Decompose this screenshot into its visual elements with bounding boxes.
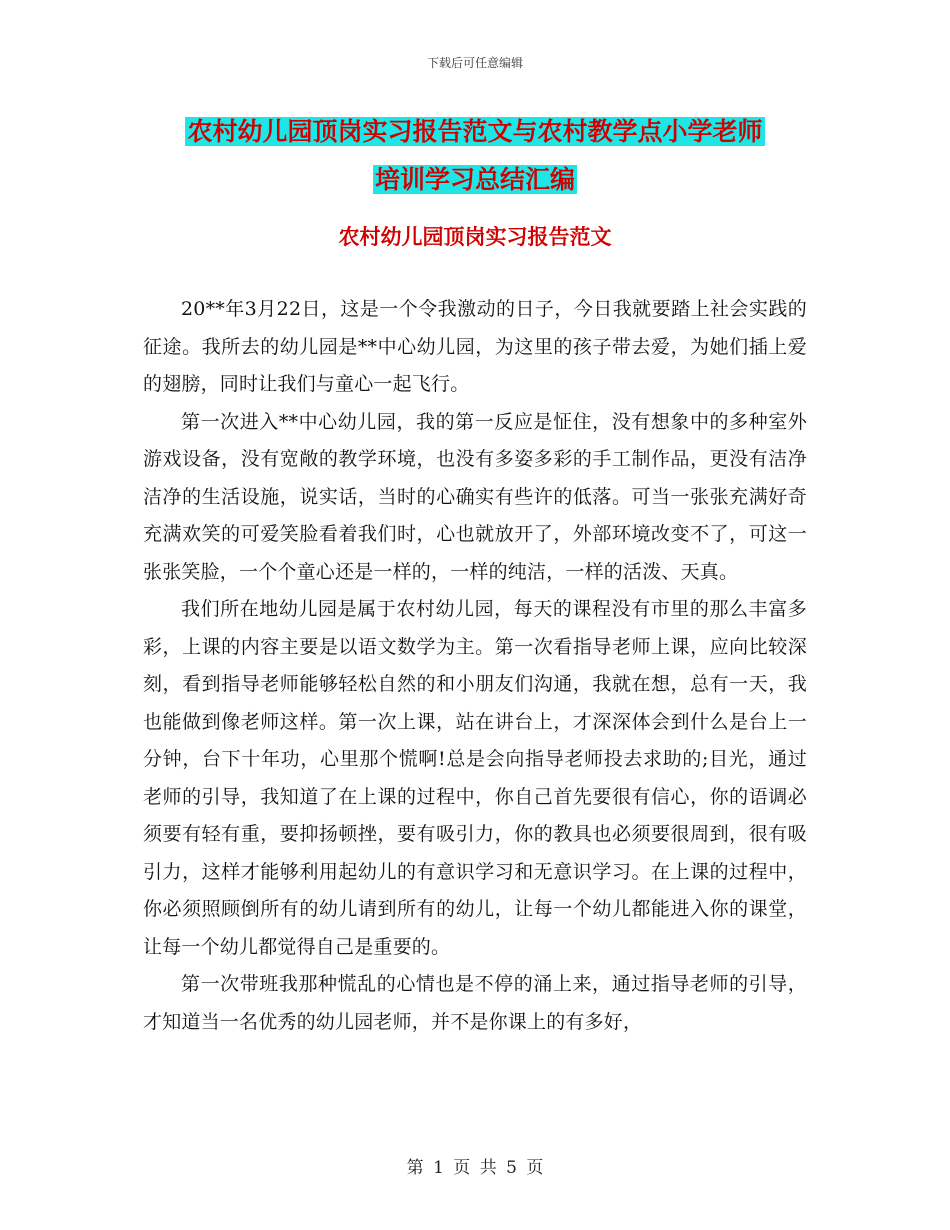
paragraph: 20**年3月22日，这是一个令我激动的日子，今日我就要踏上社会实践的征途。我所去的幼儿园是**中心幼儿园，为这里的孩子带去爱，为她们插上爱的翅膀，同时让我们与童心一起飞行。	[143, 298, 807, 395]
paragraph: 第一次进入**中心幼儿园，我的第一反应是怔住，没有想象中的多种室外游戏设备，没有宽敞的教学环境，也没有多姿多彩的手工制作品，更没有洁净洁净的生活设施，说实话，当时的心确实有些许的低落。可当一张张充满好奇充满欢笑的可爱笑脸看着我们时，心也就放开了，外部环境改变不了，可这一张张笑脸，一个个童心还是一样的，一样的纯洁，一样的活泼、天真。	[143, 410, 807, 583]
article-body	[143, 291, 807, 1041]
page-footer: 第 1 页 共 5 页	[406, 1158, 544, 1178]
paragraph: 第一次带班我那种慌乱的心情也是不停的涌上来，通过指导老师的引导，才知道当一名优秀的幼儿园老师，并不是你课上的有多好，	[143, 973, 807, 1033]
section-title: 农村幼儿园顶岗实习报告范文	[338, 224, 612, 249]
header-note: 下载后可任意编辑	[426, 56, 523, 70]
document-title	[130, 108, 820, 204]
document-title-line1: 农村幼儿园顶岗实习报告范文与农村教学点小学老师	[187, 117, 763, 146]
document-title-line2: 培训学习总结汇编	[374, 165, 575, 194]
paragraph: 我们所在地幼儿园是属于农村幼儿园，每天的课程没有市里的那么丰富多彩，上课的内容主要是以语文数学为主。第一次看指导老师上课，应向比较深刻，看到指导老师能够轻松自然的和小朋友们沟通，我就在想，总有一天，我也能做到像老师这样。第一次上课，站在讲台上，才深深体会到什么是台上一分钟，台下十年功，心里那个慌啊!总是会向指导老师投去求助的;目光，通过老师的引导，我知道了在上课的过程中，你自己首先要很有信心，你的语调必须要有轻有重，要抑扬顿挫，要有吸引力，你的教具也必须要很周到，很有吸引力，这样才能够利用起幼儿的有意识学习和无意识学习。在上课的过程中，你必须照顾倒所有的幼儿请到所有的幼儿，让每一个幼儿都能进入你的课堂，让每一个幼儿都觉得自己是重要的。	[143, 598, 807, 958]
